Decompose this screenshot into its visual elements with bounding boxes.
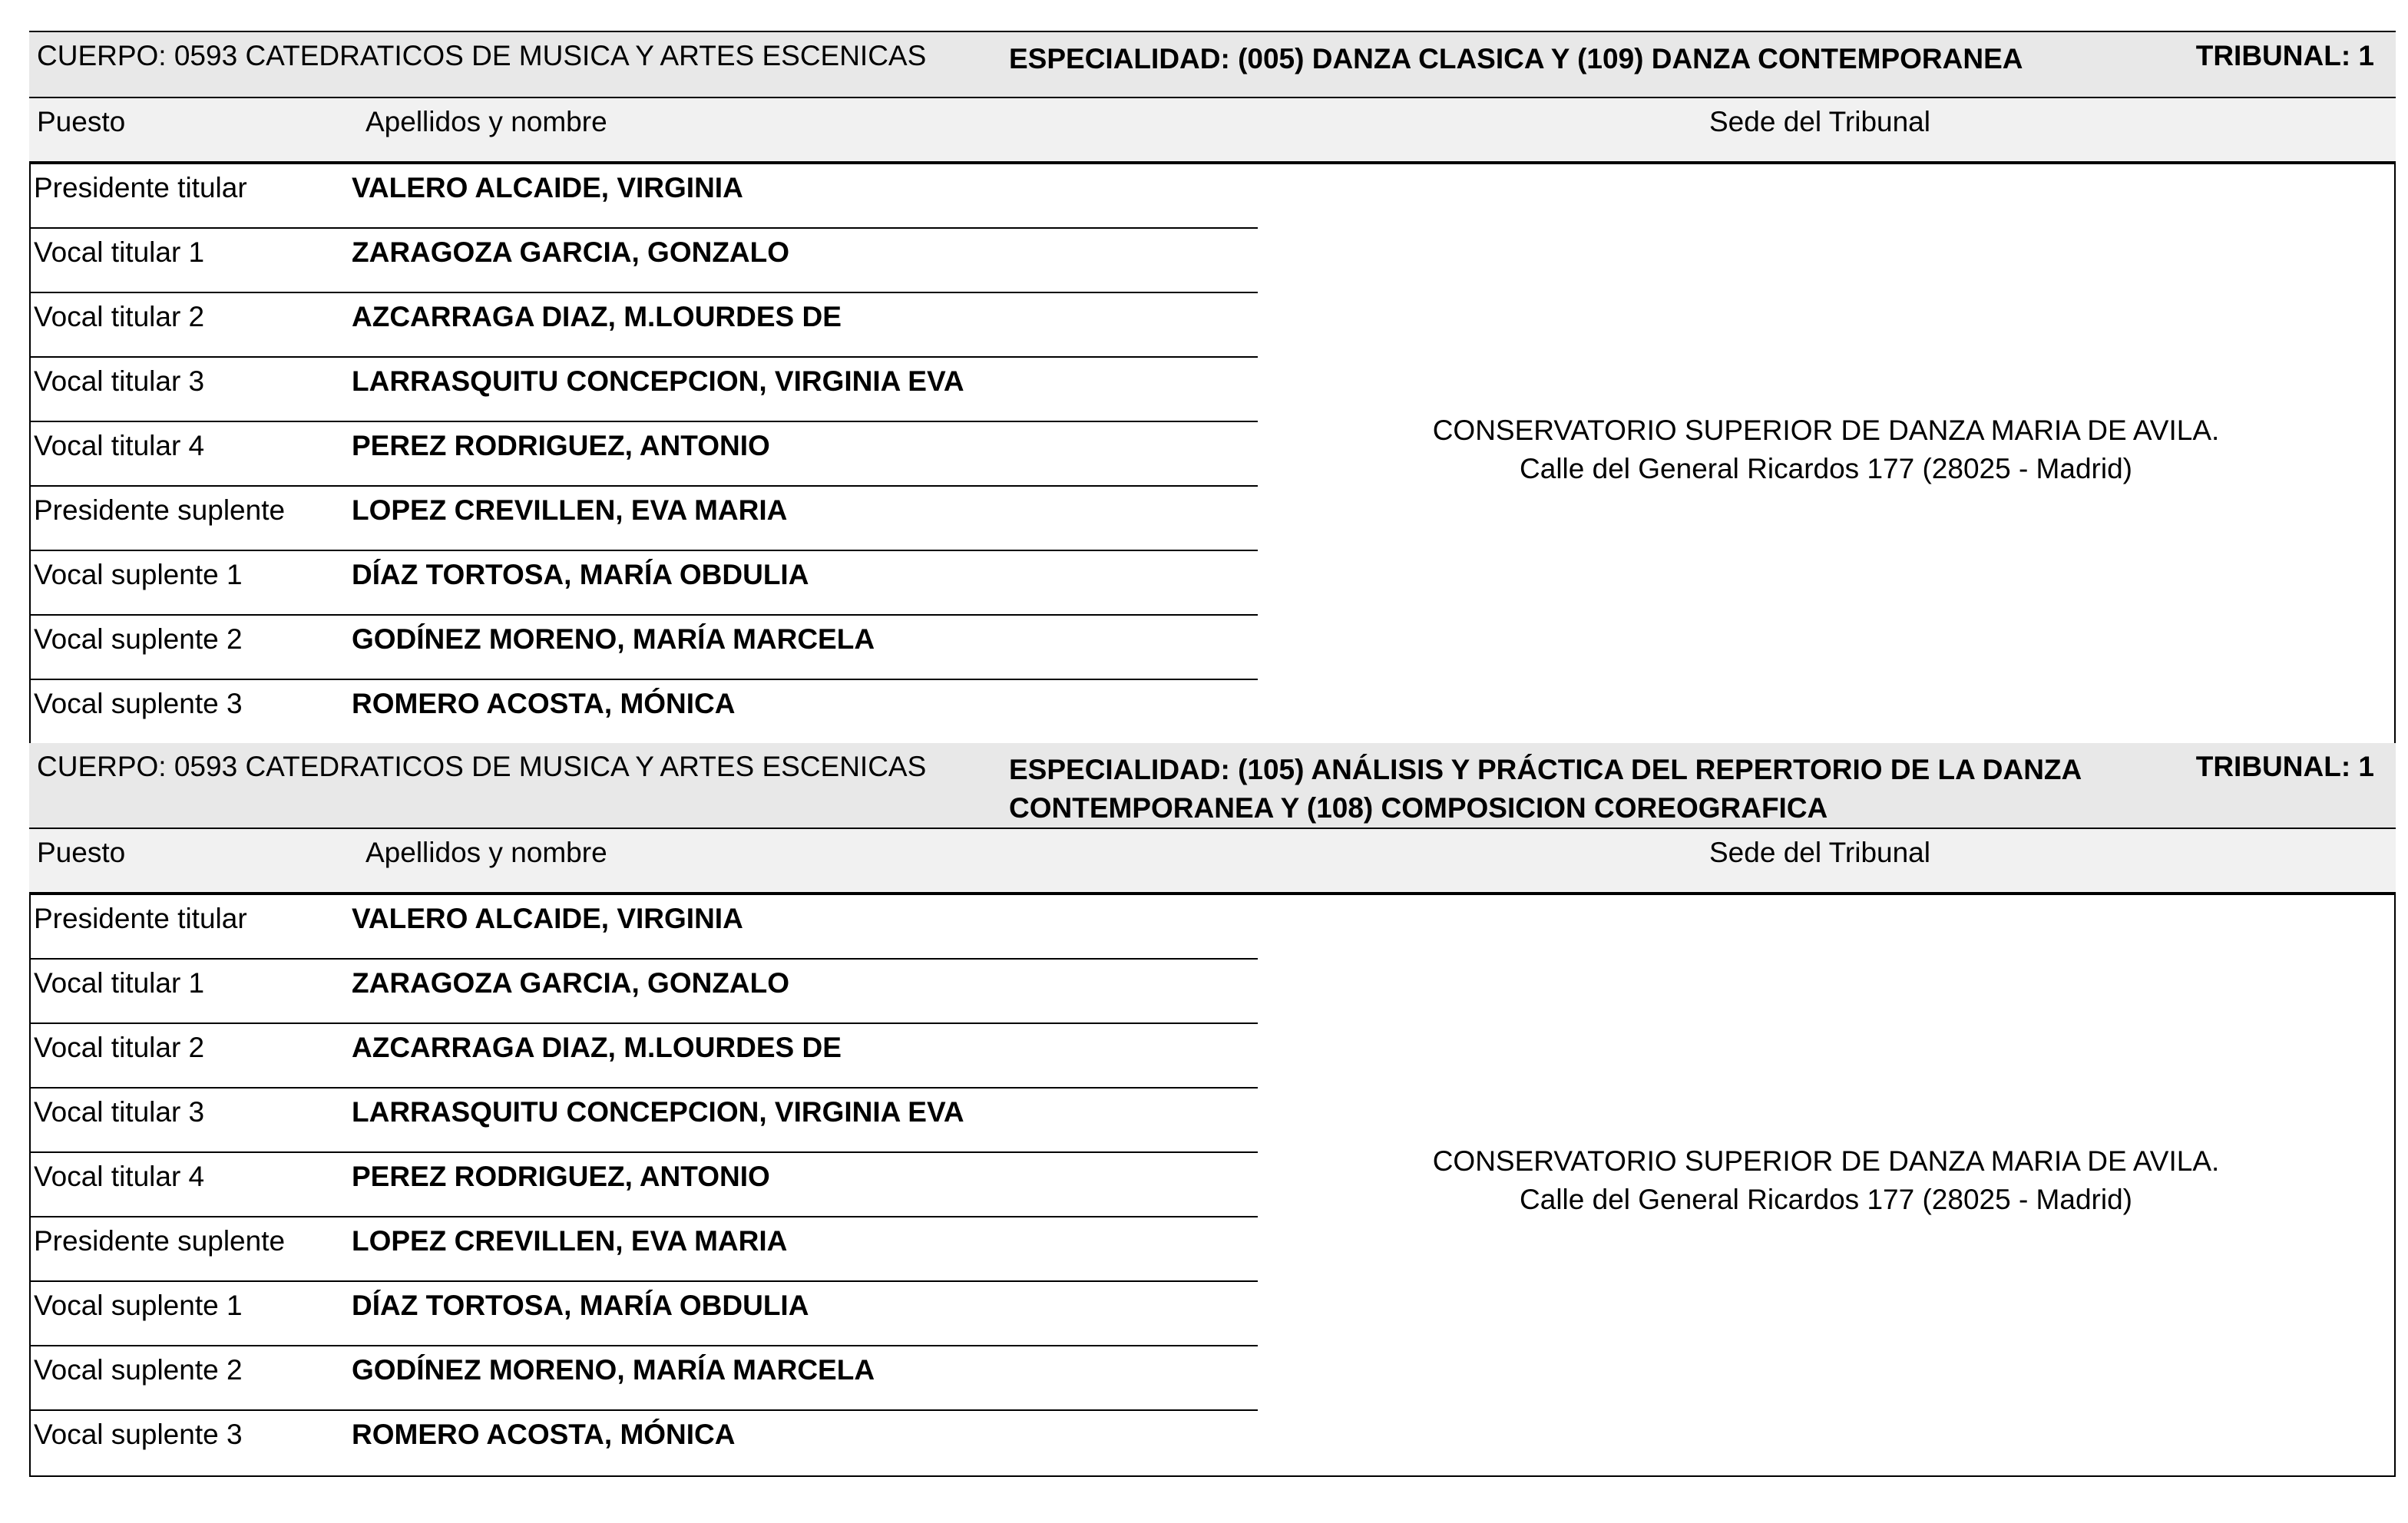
tribunal-section (29, 31, 2396, 745)
sede-address (1258, 1142, 2394, 1219)
table-row (31, 229, 1258, 293)
member-name: DÍAZ TORTOSA, MARÍA OBDULIA (352, 1290, 809, 1321)
member-role: Vocal titular 3 (34, 365, 205, 397)
member-name: ROMERO ACOSTA, MÓNICA (352, 688, 736, 719)
member-role: Vocal titular 3 (34, 1096, 205, 1128)
column-header-sede: Sede del Tribunal (1709, 837, 1930, 868)
member-name: ZARAGOZA GARCIA, GONZALO (352, 967, 790, 999)
table-row (31, 1153, 1258, 1217)
column-header-nombre: Apellidos y nombre (366, 837, 607, 868)
table-row (31, 960, 1258, 1024)
member-name: PEREZ RODRIGUEZ, ANTONIO (352, 430, 770, 461)
sede-street: Calle del General Ricardos 177 (28025 - Madrid) (1520, 1184, 2132, 1215)
tribunal-header (29, 743, 2396, 829)
column-header-row (29, 98, 2396, 163)
table-row (31, 1282, 1258, 1346)
member-role: Vocal titular 2 (34, 301, 205, 332)
table-row (31, 1411, 1258, 1475)
table-row (31, 164, 1258, 229)
tribunal-number: TRIBUNAL: 1 (2195, 751, 2374, 782)
member-name: AZCARRAGA DIAZ, M.LOURDES DE (352, 1032, 842, 1063)
member-name: ROMERO ACOSTA, MÓNICA (352, 1419, 736, 1450)
especialidad-label: ESPECIALIDAD: (005) DANZA CLASICA Y (109) DANZA CONTEMPORANEA (1009, 43, 2023, 74)
member-role: Presidente titular (34, 903, 247, 934)
cuerpo-label: CUERPO: 0593 CATEDRATICOS DE MUSICA Y ARTES ESCENICAS (37, 751, 927, 782)
member-role: Vocal titular 4 (34, 1161, 205, 1192)
member-role: Vocal titular 4 (34, 430, 205, 461)
member-role: Presidente titular (34, 172, 247, 203)
member-role: Vocal suplente 1 (34, 559, 243, 590)
member-role: Vocal suplente 1 (34, 1290, 243, 1321)
member-role: Presidente suplente (34, 1225, 286, 1257)
member-name: AZCARRAGA DIAZ, M.LOURDES DE (352, 301, 842, 332)
member-role: Vocal suplente 2 (34, 623, 243, 655)
table-row (31, 1346, 1258, 1411)
column-header-row (29, 829, 2396, 894)
cuerpo-label: CUERPO: 0593 CATEDRATICOS DE MUSICA Y ARTES ESCENICAS (37, 40, 927, 71)
member-name: VALERO ALCAIDE, VIRGINIA (352, 172, 743, 203)
member-name: ZARAGOZA GARCIA, GONZALO (352, 236, 790, 268)
member-name: VALERO ALCAIDE, VIRGINIA (352, 903, 743, 934)
table-row (31, 422, 1258, 487)
sede-address (1258, 411, 2394, 488)
member-name: DÍAZ TORTOSA, MARÍA OBDULIA (352, 559, 809, 590)
sede-street: Calle del General Ricardos 177 (28025 - Madrid) (1520, 453, 2132, 484)
table-row (31, 616, 1258, 680)
sede-name: CONSERVATORIO SUPERIOR DE DANZA MARIA DE AVILA. (1432, 1145, 2220, 1177)
sede-name: CONSERVATORIO SUPERIOR DE DANZA MARIA DE AVILA. (1432, 415, 2220, 446)
members-table (29, 894, 2396, 1477)
tribunal-header (29, 31, 2396, 98)
tribunal-section (29, 743, 2396, 1480)
table-row (31, 1024, 1258, 1089)
member-name: LARRASQUITU CONCEPCION, VIRGINIA EVA (352, 1096, 964, 1128)
member-name: GODÍNEZ MORENO, MARÍA MARCELA (352, 1354, 875, 1386)
column-header-nombre: Apellidos y nombre (366, 106, 607, 137)
column-header-puesto: Puesto (37, 106, 126, 137)
table-row (31, 551, 1258, 616)
table-row (31, 680, 1258, 745)
member-name: LARRASQUITU CONCEPCION, VIRGINIA EVA (352, 365, 964, 397)
member-role: Vocal suplente 3 (34, 1419, 243, 1450)
member-role: Vocal titular 1 (34, 236, 205, 268)
member-role: Presidente suplente (34, 494, 286, 526)
member-role: Vocal titular 1 (34, 967, 205, 999)
member-name: LOPEZ CREVILLEN, EVA MARIA (352, 494, 788, 526)
member-name: LOPEZ CREVILLEN, EVA MARIA (352, 1225, 788, 1257)
table-row (31, 895, 1258, 960)
member-role: Vocal suplente 3 (34, 688, 243, 719)
member-name: PEREZ RODRIGUEZ, ANTONIO (352, 1161, 770, 1192)
table-row (31, 1217, 1258, 1282)
member-role: Vocal titular 2 (34, 1032, 205, 1063)
table-row (31, 487, 1258, 551)
member-name: GODÍNEZ MORENO, MARÍA MARCELA (352, 623, 875, 655)
column-header-puesto: Puesto (37, 837, 126, 868)
members-table (29, 163, 2396, 746)
especialidad-label: ESPECIALIDAD: (105) ANÁLISIS Y PRÁCTICA DEL REPERTORIO DE LA DANZA CONTEMPORANEA Y (108) COMPOSICION COREOGRAFICA (1009, 754, 2081, 824)
table-row (31, 358, 1258, 422)
member-role: Vocal suplente 2 (34, 1354, 243, 1386)
table-row (31, 293, 1258, 358)
column-header-sede: Sede del Tribunal (1709, 106, 1930, 137)
table-row (31, 1089, 1258, 1153)
tribunal-number: TRIBUNAL: 1 (2195, 40, 2374, 71)
